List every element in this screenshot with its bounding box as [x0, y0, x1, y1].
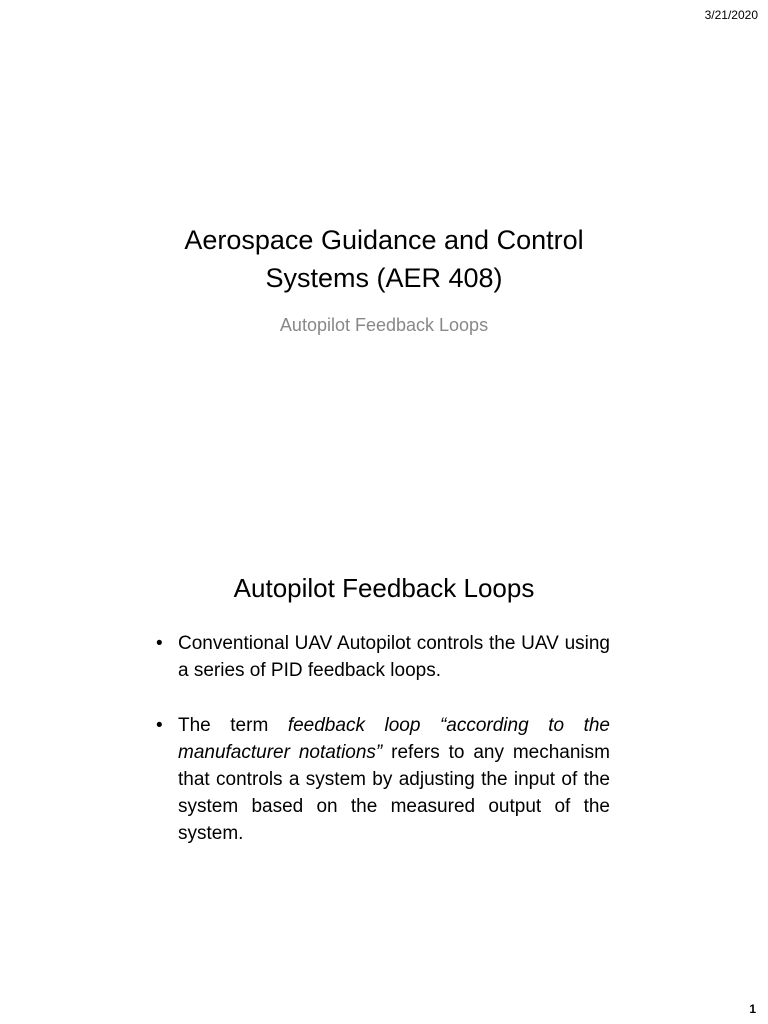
bullet-marker: •	[156, 715, 163, 736]
bullet-text-prefix: The term	[178, 715, 288, 736]
slide-title-heading	[150, 221, 618, 297]
slide-title	[150, 205, 618, 375]
bullet-text-italic: feedback loop “according to the manufacturer notations”	[178, 715, 610, 763]
slide-subtitle: Autopilot Feedback Loops	[279, 315, 489, 335]
slide-heading: Autopilot Feedback Loops	[233, 573, 535, 603]
bullet-list	[150, 630, 618, 847]
slide-content	[150, 565, 618, 875]
bullet-text	[178, 712, 618, 847]
title-line-2: Systems (AER 408)	[265, 263, 503, 293]
bullet-marker: •	[156, 633, 163, 654]
bullet-text: Conventional UAV Autopilot controls the UAV using a series of PID feedback loops.	[178, 633, 610, 681]
bullet-text-suffix: refers to any mechanism that controls a system by adjusting the input of the system based on the measured output of the system.	[178, 742, 610, 844]
title-line-1: Aerospace Guidance and Control	[184, 225, 584, 255]
bullet-item	[150, 712, 618, 847]
page-number: 1	[749, 1002, 756, 1016]
bullet-item	[150, 630, 618, 684]
page-date: 3/21/2020	[704, 8, 758, 22]
